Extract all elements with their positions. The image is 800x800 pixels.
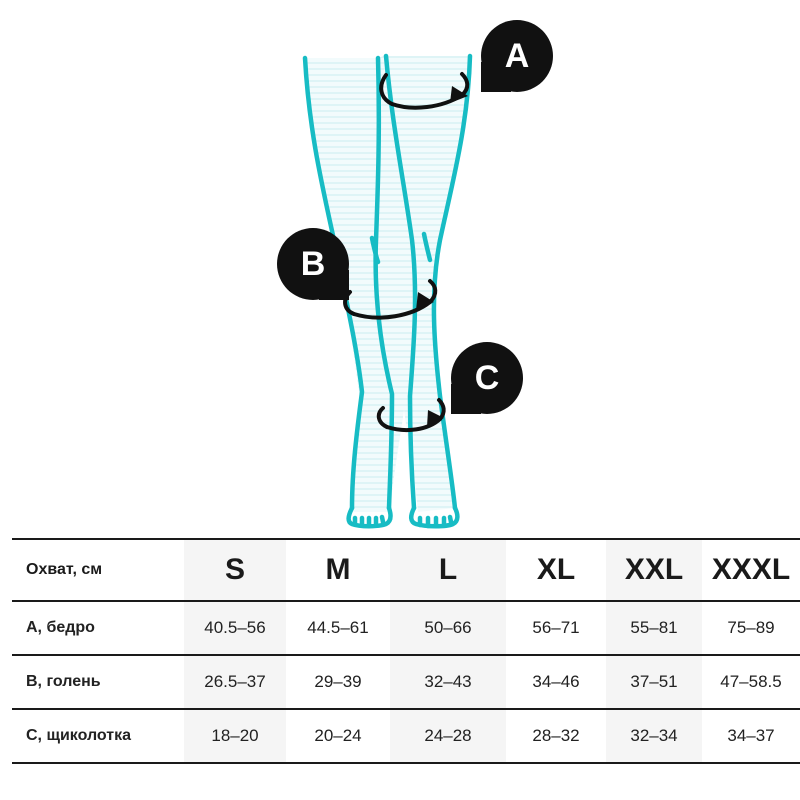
cell-thigh-xl: 56–71	[506, 601, 606, 655]
callout-label-a: A	[504, 37, 530, 75]
size-header-s: S	[184, 539, 286, 601]
cell-ankle-s: 18–20	[184, 709, 286, 763]
size-table	[12, 538, 800, 764]
cell-ankle-xxl: 32–34	[606, 709, 702, 763]
cell-thigh-l: 50–66	[390, 601, 506, 655]
row-label-thigh: A, бедро	[12, 601, 184, 655]
row-label-ankle: C, щиколотка	[12, 709, 184, 763]
size-header-xxl: XXL	[606, 539, 702, 601]
callout-badge-c	[451, 342, 523, 414]
callout-label-b: B	[300, 245, 326, 283]
table-row	[12, 709, 800, 763]
cell-calf-xxl: 37–51	[606, 655, 702, 709]
size-header-xl: XL	[506, 539, 606, 601]
table-row	[12, 601, 800, 655]
cell-ankle-xl: 28–32	[506, 709, 606, 763]
cell-calf-xxxl: 47–58.5	[702, 655, 800, 709]
table-corner-label: Охват, см	[12, 539, 184, 601]
cell-ankle-xxxl: 34–37	[702, 709, 800, 763]
table-row	[12, 655, 800, 709]
size-header-m: M	[286, 539, 390, 601]
callout-label-c: C	[474, 359, 500, 397]
table-header-row	[12, 539, 800, 601]
size-header-xxxl: XXXL	[702, 539, 800, 601]
row-label-calf: B, голень	[12, 655, 184, 709]
cell-calf-s: 26.5–37	[184, 655, 286, 709]
cell-thigh-m: 44.5–61	[286, 601, 390, 655]
cell-thigh-s: 40.5–56	[184, 601, 286, 655]
callout-badge-a	[481, 20, 553, 92]
cell-ankle-l: 24–28	[390, 709, 506, 763]
callout-badge-b	[277, 228, 349, 300]
cell-calf-xl: 34–46	[506, 655, 606, 709]
cell-calf-l: 32–43	[390, 655, 506, 709]
cell-thigh-xxl: 55–81	[606, 601, 702, 655]
size-header-l: L	[390, 539, 506, 601]
cell-thigh-xxxl: 75–89	[702, 601, 800, 655]
cell-calf-m: 29–39	[286, 655, 390, 709]
cell-ankle-m: 20–24	[286, 709, 390, 763]
